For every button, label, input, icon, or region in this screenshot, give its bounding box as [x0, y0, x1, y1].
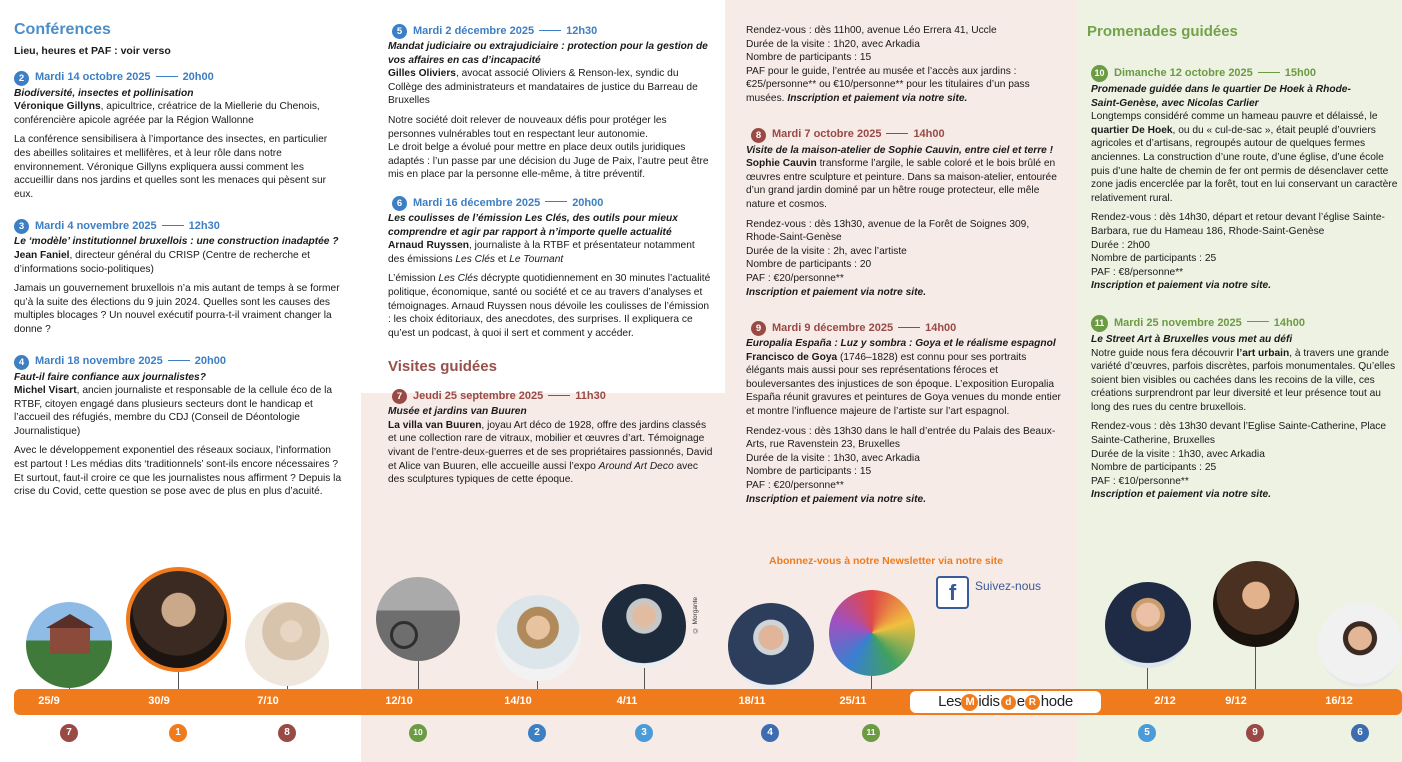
conferences-title: Conférences	[14, 21, 111, 38]
timeline-date: 9/12	[1225, 695, 1247, 707]
entry-title: Les coulisses de l’émission Les Clés, des outils pour mieux comprendre et agir par rapport à n’importe quelle actualité	[388, 212, 678, 238]
entry-body	[388, 272, 713, 340]
show-name: Le Tournant	[509, 253, 564, 265]
entry-time: 11h30	[575, 389, 606, 402]
logo-text: Les	[938, 693, 962, 711]
promenades-title: Promenades guidées	[1087, 23, 1238, 40]
promenade-entry-10	[1087, 65, 1399, 293]
timeline-date: 7/10	[257, 695, 279, 707]
body-text: , ou du « cul-de-sac », était peuplé d’ouvriers agricoles et d’artisans, regroupés autour de quelques fermes anciennes. La construction d’une route, d’une église, d’une école puis d’une halte de chemin de fer ont permis de désenclaver cette zone jadis encerclée par la forêt, tout en lui conservant un caractère relativement rural.	[1091, 124, 1398, 204]
info-line: Durée de la visite : 1h20, avec Arkadia	[746, 38, 920, 50]
timeline-number: 1	[169, 724, 187, 742]
entry-title: Visite de la maison-atelier de Sophie Cauvin, entre ciel et terre !	[746, 144, 1054, 156]
info-line: Nombre de participants : 15	[746, 466, 872, 478]
register-note: Inscription et paiement via notre site.	[1091, 280, 1272, 292]
info-line: Nombre de participants : 15	[746, 52, 872, 64]
entry-title: Faut-il faire confiance aux journalistes?	[14, 371, 206, 383]
info-line: Durée : 2h00	[1091, 239, 1150, 251]
entry-date: Mardi 9 décembre 2025	[772, 321, 894, 334]
speaker-description: , ancien journaliste et responsable de la cellule éco de la RTBF, citoyen engagé dans plusieurs secteurs dont le handicap et l’accueil des réfugiés, membre du CDJ (Conseil de Déontologie Journalistique)	[14, 385, 333, 437]
midis-de-rhode-logo	[908, 689, 1103, 715]
lead-text: Francisco de Goya	[746, 351, 838, 363]
entry-time: 20h00	[194, 355, 226, 368]
lead-text: Sophie Cauvin	[746, 158, 817, 170]
register-note: Inscription et paiement via notre site.	[746, 493, 927, 505]
promenade-10-info	[1091, 211, 1399, 293]
speaker-description: , directeur général du CRISP (Centre de recherche et d’informations socio-politiques)	[14, 249, 310, 275]
visit-9-info	[746, 425, 1064, 507]
entry-body: Notre société doit relever de nouveaux défis pour protéger les personnes vulnérables tout en respectant leur autonomie. Le droit belge a évolué pour mettre en place deux outils juridiques adaptés : l’un passe par une décision du Juge de Paix, l’autre peut être mis en place par la personne elle-même, à titre préventif.	[388, 114, 709, 181]
timeline-date: 18/11	[738, 695, 766, 707]
entry-body: Avec le développement exponentiel des réseaux sociaux, l’information est partout ! Les médias dits ‘traditionnels’ sont-ils encore nécessaires ? Et surtout, faut-il croire ce que les journalistes nous affirment ? Depuis la crise du Covid, cette question se pose avec de plus en plus d’acuité.	[14, 445, 342, 498]
entry-date: Jeudi 25 septembre 2025	[413, 389, 544, 402]
info-line: Durée de la visite : 2h, avec l’artiste	[746, 245, 907, 257]
register-note: Inscription et paiement via notre site.	[787, 92, 968, 104]
timeline-date: 12/10	[385, 695, 413, 707]
timeline-number: 6	[1351, 724, 1369, 742]
entry-date: Mardi 16 décembre 2025	[413, 196, 541, 209]
logo-letter: R	[1025, 695, 1040, 710]
entry-time: 14h00	[913, 128, 945, 141]
timeline-number: 2	[528, 724, 546, 742]
number-badge: 5	[392, 24, 407, 39]
entry-body: Jamais un gouvernement bruxellois n’a mis autant de temps à se former qu’à la suite des élections du 9 juin 2024. Quelles sont les causes des multiples blocages ? Un nouvel exécutif pourra-t-il vraiment changer la donne ?	[14, 283, 340, 335]
entry-body	[746, 351, 1064, 419]
entry-date: Dimanche 12 octobre 2025	[1114, 66, 1253, 79]
info-line	[746, 65, 1064, 106]
visit-entry-8	[746, 128, 1064, 300]
timeline-date: 25/11	[839, 695, 867, 707]
speaker-name: Michel Visart	[14, 385, 77, 397]
visit-entry-9	[746, 321, 1064, 506]
timeline-date: 25/9	[38, 695, 60, 707]
number-badge: 11	[1091, 315, 1108, 332]
entry-time: 12h30	[566, 24, 598, 37]
entry-title: Promenade guidée dans le quartier De Hoek à Rhode-Saint-Genèse, avec Nicolas Carlier	[1091, 84, 1351, 109]
entry-date: Mardi 4 novembre 2025	[35, 220, 157, 233]
visit-7-info	[746, 24, 1064, 106]
timeline-number: 9	[1246, 724, 1264, 742]
speaker-name: Véronique Gillyns	[14, 101, 101, 113]
timeline-date: 16/12	[1325, 695, 1353, 707]
info-line: PAF : €20/personne**	[746, 272, 844, 284]
logo-letter: M	[961, 694, 978, 711]
info-line: Rendez-vous : dès 13h30, avenue de la Forêt de Soignes 309, Rhode-Saint-Genèse	[746, 218, 1030, 244]
info-line: Nombre de participants : 25	[1091, 253, 1217, 265]
speaker-name: Gilles Oliviers	[388, 68, 456, 80]
number-badge: 7	[392, 389, 407, 404]
show-name: Les Clés	[438, 273, 479, 285]
logo-letter: d	[1001, 695, 1016, 710]
entry-date: Mardi 25 novembre 2025	[1114, 316, 1242, 329]
info-line: Durée de la visite : 1h30, avec Arkadia	[746, 452, 920, 464]
house-photo-icon	[26, 602, 112, 688]
number-badge: 6	[392, 196, 407, 211]
promenades-column	[1087, 22, 1399, 510]
body-text: L’émission	[388, 273, 439, 285]
register-note: Inscription et paiement via notre site.	[746, 286, 927, 298]
follow-us-link[interactable]: Suivez-nous	[975, 579, 1042, 593]
show-name: Les Clés	[455, 253, 496, 265]
man-photo-icon	[602, 584, 686, 668]
woman-photo-icon	[495, 595, 581, 681]
speaker-description: , journaliste à la RTBF et présentateur notamment des émissions	[388, 240, 695, 265]
conferences-column-2	[388, 24, 713, 495]
highlight-text: l’art urbain	[1236, 347, 1290, 359]
conference-entry-5	[388, 24, 713, 182]
body-text: Notre guide nous fera découvrir	[1091, 347, 1237, 359]
logo-text: hode	[1040, 693, 1073, 711]
number-badge: 3	[14, 219, 29, 234]
visit-entry-7	[388, 389, 713, 487]
promenade-entry-11	[1087, 315, 1399, 502]
promenade-11-info	[1091, 420, 1399, 502]
logo-text: e	[1016, 693, 1025, 711]
entry-date: Mardi 18 novembre 2025	[35, 355, 163, 368]
conferences-subtitle: Lieu, heures et PAF : voir verso	[14, 45, 171, 57]
body-text: , joyau Art déco de 1928, offre des jardins classés et une collection rare de vitraux, mobilier et œuvres d’art. Témoignage vivant de l’entre-deux-guerres et de ses propriétaires passionnés, David et Alice van Buuren, elle accueille aussi l’expo	[388, 419, 713, 472]
entry-body	[1091, 347, 1399, 415]
info-line: Durée de la visite : 1h30, avec Arkadia	[1091, 448, 1265, 460]
body-text: Longtemps considéré comme un hameau pauvre et délaissé, le	[1091, 111, 1378, 123]
speaker-description: , apicultrice, créatrice de la Miellerie du Chenois, conférencière apicole agréée par la Région Wallonne	[14, 101, 320, 126]
timeline-bar	[14, 689, 1402, 715]
speaker-name: Jean Faniel	[14, 249, 70, 261]
street-art-photo-icon	[829, 590, 915, 676]
lead-text: La villa van Buuren	[388, 419, 482, 431]
visit-8-info	[746, 218, 1064, 300]
entry-body	[388, 419, 713, 487]
info-line: Rendez-vous : dès 14h30, départ et retour devant l’église Sainte-Barbara, rue du Hameau 186, Rhode-Saint-Genèse	[1091, 212, 1385, 237]
conference-entry-3	[14, 219, 344, 336]
number-badge: 10	[1091, 65, 1108, 82]
timeline-number: 4	[761, 724, 779, 742]
info-line: Rendez-vous : dès 11h00, avenue Léo Errera 41, Uccle	[746, 25, 997, 36]
info-line: Rendez-vous : dès 13h30 devant l’Eglise Sainte-Catherine, Place Sainte-Catherine, Bruxelles	[1091, 421, 1387, 447]
number-badge: 8	[751, 128, 766, 143]
body-text: transforme l’argile, le sable coloré et le bois brûlé en œuvres entre sculpture et peinture. Dans sa maison-atelier, entourée d’un grand jardin dominé par un hêtre rouge protecteur, elle mêle nature et cosmos.	[746, 158, 1057, 210]
entry-title: Mandat judiciaire ou extrajudiciaire : protection pour la gestion de vos affaires en cas d’incapacité	[388, 41, 708, 66]
wagner-portrait-icon	[126, 567, 231, 672]
conference-entry-6	[388, 196, 713, 340]
timeline-number: 10	[409, 724, 427, 742]
entry-time: 14h00	[925, 321, 957, 334]
photo-credit: © Morgante	[692, 597, 699, 634]
info-text: PAF pour le guide, l’entrée au musée et l’accès aux jardins : €25/personne** ou €10/personne** pour les titulaires d’un pass musées.	[746, 65, 1030, 104]
timeline-date: 30/9	[148, 695, 170, 707]
visits-column	[746, 24, 1064, 514]
highlight-text: quartier De Hoek	[1091, 124, 1173, 136]
entry-time: 12h30	[188, 220, 220, 233]
info-line: PAF : €10/personne**	[1091, 475, 1189, 487]
facebook-icon[interactable]: f	[936, 576, 969, 609]
body-text: avec des sculptures typiques de cette époque.	[388, 460, 698, 486]
entry-date: Mardi 7 octobre 2025	[772, 128, 882, 141]
speaker-description-joiner: et	[495, 253, 510, 265]
entry-date: Mardi 14 octobre 2025	[35, 71, 151, 84]
entry-body	[746, 157, 1064, 211]
entry-time: 20h00	[572, 196, 604, 209]
entry-title: Biodiversité, insectes et pollinisation	[14, 87, 194, 99]
number-badge: 2	[14, 71, 29, 86]
timeline-date: 4/11	[616, 695, 638, 707]
timeline-number: 3	[635, 724, 653, 742]
timeline-date: 14/10	[504, 695, 532, 707]
timeline-number: 11	[862, 724, 880, 742]
body-text: , à travers une grande variété d’œuvres, parfois discrètes, parfois monumentales. Qu’elles soient bien visibles ou cachées dans les recoins de la ville, ces créations surprendront par leur diversité et leur présence tout au long des rues du centre bruxellois.	[1091, 347, 1396, 413]
entry-title: Europalia España : Luz y sombra : Goya et le réalisme espagnol	[746, 338, 1056, 350]
conference-entry-4	[14, 355, 344, 499]
entry-title: Musée et jardins van Buuren	[388, 406, 527, 418]
timeline-number: 7	[60, 724, 78, 742]
entry-time: 15h00	[1284, 66, 1316, 79]
goya-portrait-icon	[1213, 561, 1299, 647]
conference-entry-2	[14, 71, 344, 202]
man-suit-photo-icon	[1105, 582, 1191, 668]
info-line: Nombre de participants : 20	[746, 259, 872, 271]
timeline-number: 5	[1138, 724, 1156, 742]
visits-title: Visites guidées	[388, 358, 497, 376]
entry-title: Le Street Art à Bruxelles vous met au défi	[1091, 333, 1293, 345]
entry-title: Le ‘modèle’ institutionnel bruxellois : une construction inadaptée ?	[14, 236, 339, 248]
conferences-column	[14, 20, 344, 507]
newsletter-link[interactable]: Abonnez-vous à notre Newsletter via notre site	[769, 555, 1003, 567]
man-beard-photo-icon	[1318, 603, 1402, 687]
info-line: PAF : €8/personne**	[1091, 266, 1184, 278]
info-line: PAF : €20/personne**	[746, 480, 844, 492]
body-text: (1746–1828) est connu pour ses portraits élégants mais aussi pour ses représentations féroces et bouleversantes des injustices de son époque. L’exposition Europalia España réunit gravures et peintures de Goya venues du monde entier et montre l’influence majeure de l’artiste sur l’art espagnol.	[746, 351, 1061, 418]
info-line: Nombre de participants : 25	[1091, 462, 1217, 474]
entry-time: 14h00	[1273, 316, 1305, 329]
number-badge: 9	[751, 321, 766, 336]
info-line: Rendez-vous : dès 13h30 dans le hall d’entrée du Palais des Beaux-Arts, rue Ravenstein 23, Bruxelles	[746, 425, 1056, 451]
speaker-name: Arnaud Ruyssen	[388, 240, 469, 252]
entry-body: La conférence sensibilisera à l’importance des insectes, en particulier des abeilles solitaires et mellifères, et à leur rôle dans notre environnement. Véronique Gillyns expliquera aussi comment les accueillir dans nos jardins et quelles sont les menaces qui pèsent sur eux.	[14, 134, 328, 200]
entry-date: Mardi 2 décembre 2025	[413, 24, 535, 37]
timeline-number: 8	[278, 724, 296, 742]
expo-name: Around Art Deco	[598, 460, 674, 472]
speaker-description: , avocat associé Oliviers & Renson-lex, syndic du Collège des administrateurs et mandataires de justice du Barreau de Bruxelles	[388, 68, 698, 107]
cart-photo-icon	[376, 577, 460, 661]
entry-body	[1091, 110, 1399, 205]
body-text: décrypte quotidiennement en 30 minutes l’actualité politique, économique, santé ou société et ce au travers d’analyses et témoignages. Arnaud Ruyssen nous dévoile les coulisses de l’émission : les choix éditoriaux, des anecdotes, des surprises. Il expliquera ce qu’est un podcast, à quoi il sert et comment y accéder.	[388, 273, 711, 339]
logo-text: idis	[978, 693, 1000, 711]
man-glasses-photo-icon	[728, 603, 814, 689]
artist-photo-icon	[245, 602, 329, 686]
number-badge: 4	[14, 355, 29, 370]
timeline-date: 2/12	[1154, 695, 1176, 707]
register-note: Inscription et paiement via notre site.	[1091, 489, 1272, 501]
entry-time: 20h00	[182, 71, 214, 84]
